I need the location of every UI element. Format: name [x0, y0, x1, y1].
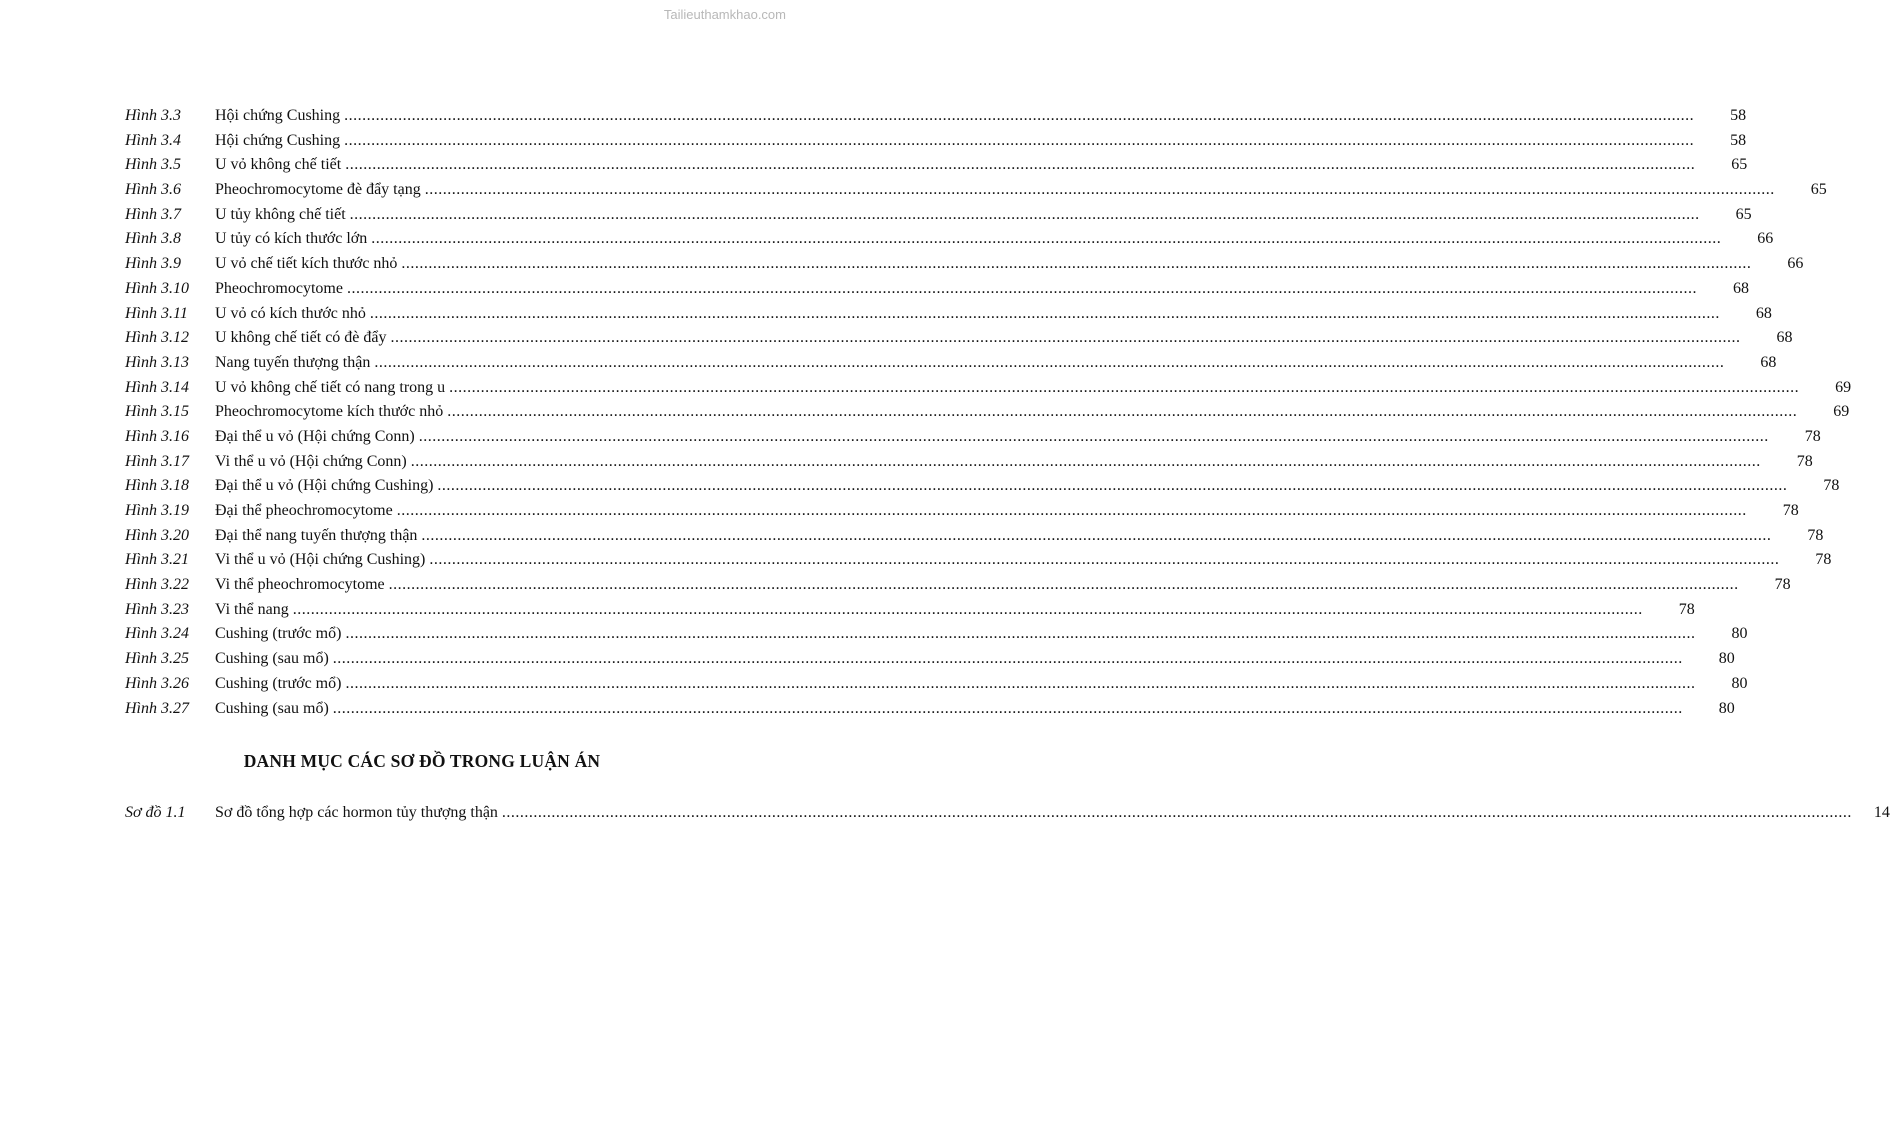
entry-page-number: 80 [1718, 650, 1735, 668]
entry-title-group [215, 153, 1723, 178]
entry-number: Hình 3.14 [125, 378, 189, 396]
dot-leader: ............................................................................................................................................................................................................................................................................................................ [418, 427, 1769, 445]
entry-title-group [215, 227, 1749, 252]
figure-entry [125, 573, 1791, 598]
entry-title: U vỏ không chế tiết [215, 156, 342, 174]
entry-number: Hình 3.18 [125, 477, 189, 495]
diagram-list [125, 800, 1890, 826]
entry-number: Hình 3.9 [125, 255, 181, 273]
entry-title-group [215, 351, 1752, 376]
figure-entry [125, 129, 1747, 154]
dot-leader: ............................................................................................................................................................................................................................................................................................................ [345, 625, 1696, 643]
dot-leader: ............................................................................................................................................................................................................................................................................................................ [374, 353, 1725, 371]
diagram-list-heading: DANH MỤC CÁC SƠ ĐỒ TRONG LUẬN ÁN [243, 751, 601, 771]
figure-entry [125, 598, 1695, 623]
entry-title-group [215, 672, 1723, 697]
figure-entry [125, 178, 1827, 203]
entry-number: Hình 3.13 [125, 353, 189, 371]
entry-title-group [215, 548, 1807, 573]
figure-entry [125, 647, 1735, 672]
entry-page-number: 78 [1782, 502, 1799, 519]
figure-entry [125, 474, 1840, 499]
entry-title-group [215, 598, 1671, 623]
entry-page-number: 78 [1823, 477, 1840, 495]
dot-leader: ............................................................................................................................................................................................................................................................................................................ [501, 804, 1852, 821]
entry-title-group [215, 697, 1711, 722]
entry-title-group [215, 326, 1769, 351]
entry-number: Hình 3.15 [125, 403, 189, 421]
figure-entry [125, 622, 1748, 647]
entry-number: Hình 3.20 [125, 526, 189, 544]
entry-number: Sơ đồ 1.1 [125, 804, 186, 821]
figure-entry [125, 104, 1747, 129]
figure-entry [125, 697, 1735, 722]
entry-title-group [215, 203, 1728, 228]
dot-leader: ............................................................................................................................................................................................................................................................................................................ [332, 650, 1683, 668]
entry-title: Cushing (sau mổ) [215, 699, 329, 717]
entry-page-number: 58 [1730, 107, 1747, 124]
entry-title: Nang tuyến thượng thận [215, 353, 371, 371]
dot-leader: ............................................................................................................................................................................................................................................................................................................ [449, 378, 1800, 396]
entry-title-group [215, 302, 1748, 327]
dot-leader: ............................................................................................................................................................................................................................................................................................................ [421, 526, 1772, 544]
entry-title: Đại thể nang tuyến thượng thận [215, 526, 418, 544]
entry-title-group [215, 104, 1722, 129]
entry-page-number: 65 [1810, 181, 1827, 199]
entry-number: Hình 3.21 [125, 551, 189, 569]
figure-entry [125, 252, 1804, 277]
entry-title: Pheochromocytome kích thước nhỏ [215, 403, 444, 421]
figure-list [125, 104, 1852, 721]
entry-page-number: 68 [1776, 329, 1793, 347]
figure-entry [125, 351, 1777, 376]
dot-leader: ............................................................................................................................................................................................................................................................................................................ [371, 230, 1722, 248]
entry-number: Hình 3.27 [125, 699, 189, 717]
dot-leader: ............................................................................................................................................................................................................................................................................................................ [346, 279, 1697, 297]
entry-number: Hình 3.19 [125, 502, 189, 519]
dot-leader: ............................................................................................................................................................................................................................................................................................................ [437, 477, 1788, 495]
figure-entry [125, 302, 1772, 327]
entry-title-group [215, 400, 1825, 425]
entry-number: Hình 3.12 [125, 329, 189, 347]
entry-title-group [215, 252, 1779, 277]
entry-page-number: 80 [1718, 699, 1735, 717]
figure-entry [125, 548, 1832, 573]
entry-page-number: 65 [1735, 205, 1752, 223]
entry-title-group [215, 178, 1803, 203]
figure-entry [125, 450, 1813, 475]
dot-leader: ............................................................................................................................................................................................................................................................................................................ [396, 502, 1747, 519]
figure-entry [125, 672, 1748, 697]
entry-page-number: 78 [1804, 427, 1821, 445]
entry-number: Hình 3.17 [125, 452, 189, 470]
entry-title: Sơ đồ tổng hợp các hormon tủy thượng thận [215, 804, 498, 821]
entry-title-group [215, 499, 1775, 524]
entry-title: Vi thể pheochromocytome [215, 576, 385, 594]
entry-title: Hội chứng Cushing [215, 107, 341, 124]
entry-page-number: 69 [1833, 403, 1850, 421]
entry-title: Vi thể nang [215, 600, 289, 618]
entry-title: Hội chứng Cushing [215, 131, 341, 149]
entry-title: U vỏ không chế tiết có nang trong u [215, 378, 446, 396]
dot-leader: ............................................................................................................................................................................................................................................................................................................ [345, 674, 1696, 692]
figure-entry [125, 326, 1793, 351]
entry-title-group [215, 450, 1789, 475]
entry-number: Hình 3.11 [125, 304, 188, 322]
figure-entry [125, 376, 1852, 401]
entry-title: Cushing (sau mổ) [215, 650, 329, 668]
entry-title: U không chế tiết có đè đẩy [215, 329, 387, 347]
entry-title-group [215, 474, 1815, 499]
entry-number: Hình 3.7 [125, 205, 181, 223]
diagram-entry [125, 800, 1890, 826]
entry-title-group [215, 277, 1725, 302]
entry-page-number: 78 [1815, 551, 1832, 569]
figure-entry [125, 499, 1799, 524]
entry-number: Hình 3.16 [125, 427, 189, 445]
figure-entry [125, 203, 1752, 228]
entry-title: U vỏ chế tiết kích thước nhỏ [215, 255, 398, 273]
entry-page-number: 68 [1760, 353, 1777, 371]
entry-title-group [215, 573, 1767, 598]
entry-page-number: 68 [1732, 279, 1749, 297]
entry-title: Pheochromocytome đè đẩy tạng [215, 181, 421, 199]
entry-title: U vỏ có kích thước nhỏ [215, 304, 366, 322]
entry-title-group [215, 647, 1711, 672]
entry-title-group [215, 425, 1797, 450]
dot-leader: ............................................................................................................................................................................................................................................................................................................ [344, 131, 1695, 149]
entry-page-number: 65 [1731, 156, 1748, 174]
entry-title: Vi thể u vỏ (Hội chứng Conn) [215, 452, 407, 470]
entry-page-number: 78 [1796, 452, 1813, 470]
entry-page-number: 58 [1730, 131, 1747, 149]
entry-page-number: 69 [1835, 378, 1852, 396]
entry-title: U tủy không chế tiết [215, 205, 346, 223]
entry-title: Đại thể u vỏ (Hội chứng Conn) [215, 427, 415, 445]
entry-number: Hình 3.22 [125, 576, 189, 594]
entry-page-number: 78 [1774, 576, 1791, 594]
entry-number: Hình 3.6 [125, 181, 181, 199]
entry-number: Hình 3.24 [125, 625, 189, 643]
entry-title: Cushing (trước mổ) [215, 625, 342, 643]
dot-leader: ............................................................................................................................................................................................................................................................................................................ [332, 699, 1683, 717]
entry-title-group [215, 524, 1799, 549]
entry-page-number: 80 [1731, 674, 1748, 692]
entry-page-number: 78 [1678, 600, 1695, 618]
dot-leader: ............................................................................................................................................................................................................................................................................................................ [424, 181, 1775, 199]
entry-number: Hình 3.23 [125, 600, 189, 618]
dot-leader: ............................................................................................................................................................................................................................................................................................................ [390, 329, 1741, 347]
dot-leader: ............................................................................................................................................................................................................................................................................................................ [410, 452, 1761, 470]
entry-title: U tủy có kích thước lớn [215, 230, 368, 248]
entry-page-number: 14 [1873, 804, 1890, 821]
figure-entry [125, 153, 1748, 178]
entry-title-group [215, 622, 1723, 647]
dot-leader: ............................................................................................................................................................................................................................................................................................................ [447, 403, 1798, 421]
dot-leader: ............................................................................................................................................................................................................................................................................................................ [401, 255, 1752, 273]
dot-leader: ............................................................................................................................................................................................................................................................................................................ [388, 576, 1739, 594]
entry-page-number: 78 [1807, 526, 1824, 544]
entry-number: Hình 3.8 [125, 230, 181, 248]
entry-title: Cushing (trước mổ) [215, 674, 342, 692]
dot-leader: ............................................................................................................................................................................................................................................................................................................ [349, 205, 1700, 223]
entry-title: Đại thể pheochromocytome [215, 502, 393, 519]
entry-number: Hình 3.26 [125, 674, 189, 692]
entry-number: Hình 3.25 [125, 650, 189, 668]
figure-entry [125, 277, 1749, 302]
entry-title: Pheochromocytome [215, 279, 343, 297]
entry-page-number: 80 [1731, 625, 1748, 643]
dot-leader: ............................................................................................................................................................................................................................................................................................................ [429, 551, 1780, 569]
entry-number: Hình 3.5 [125, 156, 181, 174]
entry-number: Hình 3.4 [125, 131, 181, 149]
entry-title: Vi thể u vỏ (Hội chứng Cushing) [215, 551, 426, 569]
watermark: Tailieuthamkhao.com [663, 7, 786, 22]
entry-title-group [215, 376, 1827, 401]
figure-entry [125, 425, 1821, 450]
entry-page-number: 66 [1787, 255, 1804, 273]
dot-leader: ............................................................................................................................................................................................................................................................................................................ [345, 156, 1696, 174]
entry-title: Đại thể u vỏ (Hội chứng Cushing) [215, 477, 434, 495]
entry-page-number: 66 [1757, 230, 1774, 248]
figure-entry [125, 227, 1774, 252]
dot-leader: ............................................................................................................................................................................................................................................................................................................ [292, 600, 1643, 618]
dot-leader: ............................................................................................................................................................................................................................................................................................................ [344, 107, 1695, 124]
dot-leader: ............................................................................................................................................................................................................................................................................................................ [369, 304, 1720, 322]
figure-entry [125, 524, 1824, 549]
figure-entry [125, 400, 1850, 425]
entry-number: Hình 3.10 [125, 279, 189, 297]
entry-title-group [215, 800, 1870, 826]
entry-title-group [215, 129, 1722, 154]
entry-page-number: 68 [1755, 304, 1772, 322]
entry-number: Hình 3.3 [125, 107, 181, 124]
